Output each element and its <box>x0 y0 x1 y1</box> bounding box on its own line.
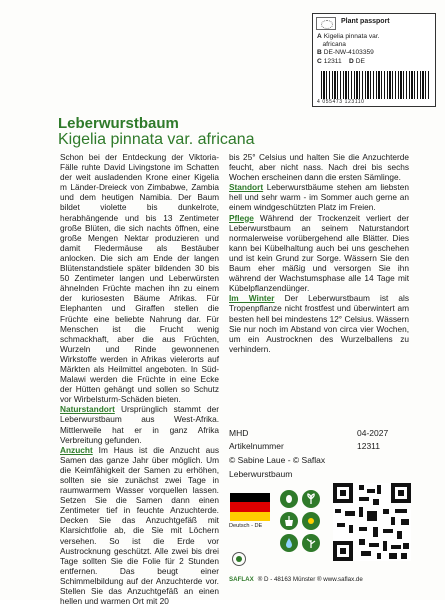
article-value: 12311 <box>357 441 381 451</box>
plant-passport-title: Plant passport <box>341 18 390 25</box>
footer-address: ® D - 48163 Münster ® www.saflax.de <box>257 576 363 583</box>
section-heading: Standort <box>229 182 264 193</box>
product-name: Leberwurstbaum <box>229 469 293 479</box>
watering-icon <box>280 534 298 552</box>
mhd-label: MHD <box>229 428 249 438</box>
sprout-icon <box>302 490 320 508</box>
section-heading: Im Winter <box>229 293 275 304</box>
section-anzucht: Anzucht Im Haus ist die Anzucht aus Samen das ganze Jahr über möglich. Um die Keimfähigkeit der Samen zu erhöhen, sollten sie sie zunächst zwei Tage in raumwarmem Wasser vorquellen lassen. Setzen Sie die Samen dann einen Zentimeter tief in feuchte Anzuchterde. Decken Sie das Anzuchtgefäß mit Klarsichtfolie ab, die Sie mit Löchern versehen. So ist die Erde vor Austrocknung geschützt. Alle zwei bis drei Tage sollten Sie die Folie für 2 Stunden entfernen. Das beugt einer Schimmelbildung auf der Anzuchterde vor. Stellen Sie das Anzuchtgefäß an einen hellen und warmen Ort mit 20 <box>60 444 219 606</box>
section-heading: Pflege <box>229 212 254 223</box>
mhd-row <box>229 427 409 440</box>
section-winter: Im Winter Der Leberwurstbaum ist als Tropenpflanze nicht frostfest und überwintert am besten hell bei mindestens 12° Celsius. Wässern Sie nur noch im Abstand von circa vier Wochen, um ein Austrocknen des Wurzelballens zu verhindern. <box>229 293 409 354</box>
intro-text: Schon bei der Entdeckung der Viktoria-Fälle ruhte David Livingstone im Schatten der weit ausladenden Krone einer Kigelia m Länder-Dreieck von Zimbabwe, Zambia und dem heutigen Namibia. Der Baum bildet violette bis dunkelrote, herabhängende und bis 13 Zentimeter große Blüten, die sich nachts öffnen, eine große Mengen Nektar produzieren und damit Fledermäuse als Bestäuber anlocken. Die sich am Ende der langen Blütenstandstiele später bildenden 30 bis 50 Zentimeter langen und Leberwürsten ähnelnden Früchte machen ihn zu einem der kuriosesten Bäume Afrikas. Für Elephanten und Giraffen stellen die Früchte eine beliebte Nahrung dar. Für Menschen ist die Frucht wenig schmackhaft, aber die aus Früchten, Wurzeln und Rinde gewonnenen Wirkstoffe werden in Afrikas vielerorts auf Märkten als Heilmittel angeboten. In Süd-Malawi werden die Früchte in eine Ecke der Hütten gehängt und sollen so Schutz vor Wirbelsturm-Schäden bieten. <box>60 152 219 405</box>
right-column <box>229 152 409 354</box>
copyright: © Sabine Laue - © Saflax <box>229 455 326 465</box>
seed-icon <box>280 490 298 508</box>
section-standort: Standort Leberwurstbäume stehen am liebsten hell und sehr warm - im Sommer auch gerne an einem windgeschützten Platz im Freien. <box>229 182 409 213</box>
title-german: Leberwurstbaum <box>58 115 179 132</box>
passport-row-a-cont: africana <box>322 41 346 49</box>
left-column <box>60 152 219 606</box>
saflax-logo-icon <box>232 552 246 566</box>
qr-code-icon <box>333 483 411 561</box>
plant-icon <box>302 534 320 552</box>
passport-row-b: B DE-NW-4103359 <box>317 49 374 57</box>
passport-row-a: A Kigelia pinnata var. <box>317 33 380 40</box>
section-heading: Naturstandort <box>60 404 115 415</box>
article-row <box>229 440 409 453</box>
german-flag-icon <box>230 493 270 521</box>
section-naturstandort: Naturstandort Ursprünglich stammt der Leberwurstbaum aus West-Afrika. Mittlerweile hat er in ganz Afrika Verbreitung gefunden. <box>60 404 219 445</box>
plant-passport <box>312 13 436 107</box>
sun-icon <box>302 512 320 530</box>
barcode-number: 4 055473 123110 <box>317 99 365 105</box>
passport-row-c-d: C 12311 D DE <box>317 57 365 65</box>
mhd-value: 04-2027 <box>357 428 389 438</box>
footer-brand: SAFLAX <box>229 576 254 583</box>
anzucht-continuation: bis 25° Celsius und halten Sie die Anzuchterde feucht, aber nicht nass. Nach drei bis sechs Wochen erscheinen dann die ersten Sämlinge. <box>229 152 409 183</box>
eu-flag-icon <box>316 17 336 30</box>
section-pflege: Pflege Während der Trockenzeit verliert der Leberwurstbaum an seinem Naturstandort normalerweise vorübergehend alle Blätter. Dies kann bei Kübelhaltung auch bei uns geschehen und ist kein Grund zur Sorge. Wässern Sie den Baum eher mäßig und versorgen Sie ihn während der Wachstumsphase alle 14 Tage mit Kübelpflanzendünger. <box>229 212 409 294</box>
article-label: Artikelnummer <box>229 441 284 451</box>
language-label: Deutsch - DE <box>229 523 263 529</box>
title-latin: Kigelia pinnata var. africana <box>58 131 255 148</box>
barcode-icon <box>321 71 429 99</box>
section-heading: Anzucht <box>60 444 93 455</box>
product-info <box>229 427 409 481</box>
footer <box>229 576 410 583</box>
growth-stages <box>280 490 324 570</box>
pot-icon <box>280 512 298 530</box>
plant-passport-rows <box>317 33 433 66</box>
